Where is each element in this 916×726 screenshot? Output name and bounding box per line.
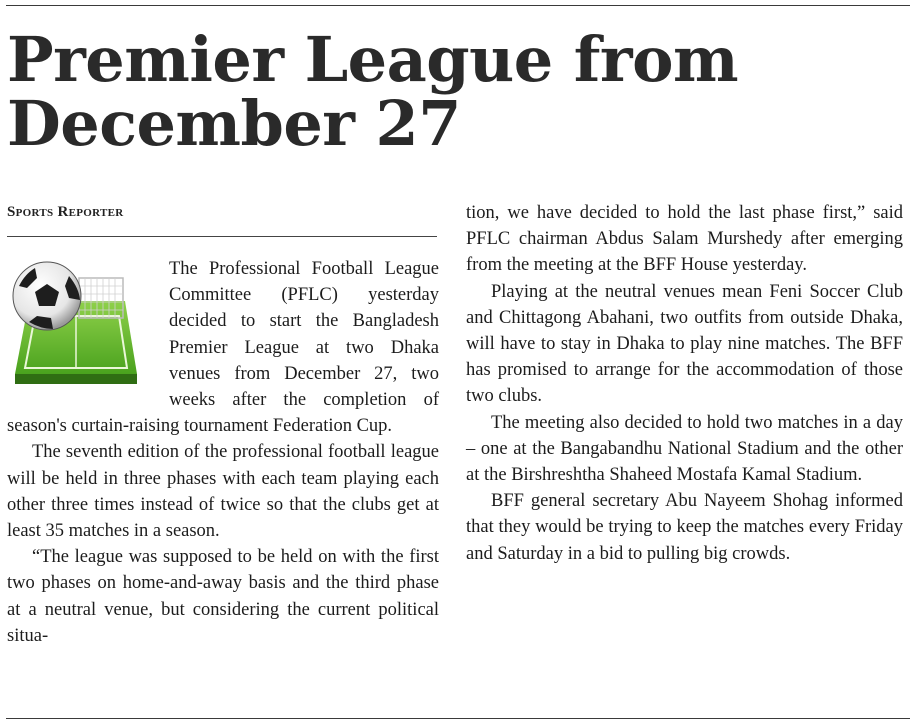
bottom-rule: [6, 718, 910, 719]
top-rule: [6, 5, 910, 6]
football-field-icon: [7, 256, 157, 391]
paragraph-1: The Professional Football League Committee (PFLC) yesterday decided to start the Bangladesh Premier League at two Dhaka venues from December 27, two weeks after the completion of season's curtain-raising tournament Federation Cup.: [7, 259, 439, 437]
paragraph-5: The meeting also decided to hold two matches in a day – one at the Bangabandhu National Stadium and the other at the Birshreshtha Shaheed Mostafa Kamal Stadium.: [466, 412, 903, 486]
paragraph-3-continued: tion, we have decided to hold the last phase first,” said PFLC chairman Abdus Salam Murshedy after emerging from the meeting at the BFF House yesterday.: [466, 203, 903, 276]
article-column-2: [466, 200, 903, 567]
byline: Sports Reporter: [7, 204, 124, 220]
paragraph-4: Playing at the neutral venues mean Feni Soccer Club and Chittagong Abahani, two outfits from outside Dhaka, will have to stay in Dhaka to play nine matches. The BFF has promised to arrange for the accommodation of those two clubs.: [466, 281, 903, 407]
paragraph-2: The seventh edition of the professional football league will be held in three phases with each team playing each other three times instead of twice so that the clubs get at least 35 matches in a season.: [7, 442, 439, 542]
article-column-1: [7, 256, 439, 649]
byline-rule: [7, 236, 437, 237]
paragraph-3: “The league was supposed to be held on with the first two phases on home-and-away basis and the third phase at a neutral venue, but considering the current political situa-: [7, 547, 439, 646]
paragraph-6: BFF general secretary Abu Nayeem Shohag informed that they would be trying to keep the matches every Friday and Saturday in a bid to pulling big crowds.: [466, 491, 903, 564]
headline: Premier League from December 27: [7, 23, 739, 160]
